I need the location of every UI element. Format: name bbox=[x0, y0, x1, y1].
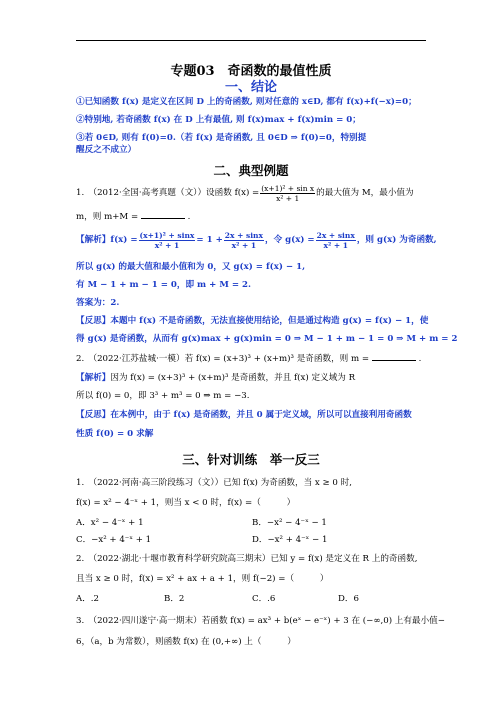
solution-1-end: ，则 g(x) 为奇函数, bbox=[356, 234, 437, 245]
reflection-tag: 【反思】 bbox=[76, 316, 111, 326]
example-2-text: 2. （2022·江苏盐城·一模）若 f(x) = (x+3)³ + (x+m)³ 是奇函数，则 m = bbox=[76, 354, 370, 364]
solution-1-num-2: 2x + sinx bbox=[224, 230, 263, 240]
solution-1-den-2: x² + 1 bbox=[231, 240, 257, 250]
answer-blank-2 bbox=[372, 352, 416, 361]
solution-2-text: 因为 f(x) = (x+3)³ + (x+m)³ 是奇函数，并且 f(x) 定义域为 R bbox=[110, 373, 356, 383]
reflection-1-line1 bbox=[76, 316, 429, 327]
doc-title: 专题03 奇函数的最值性质 bbox=[170, 64, 332, 79]
reflection-2-text: 在本例中，由于 f(x) 是奇函数，并且 0 属于定义域，所以可以直接利用奇函数 bbox=[110, 410, 412, 420]
solution-1-line1 bbox=[76, 229, 437, 251]
section-heading-examples: 二、典型例题 bbox=[213, 163, 289, 178]
solution-1-fraction-2 bbox=[224, 231, 264, 250]
example-1-numerator: (x+1)² + sin x bbox=[261, 183, 315, 193]
practice-2-line1: 2. （2022·湖北·十堰市教育科学研究院高三期末）已知 y = f(x) 是定义在 R 上的奇函数, bbox=[76, 554, 418, 564]
conclusion-3b: 醒反之不成立） bbox=[76, 145, 137, 155]
solution-1-den-3: x² + 1 bbox=[323, 240, 348, 250]
practice-2-option-b[interactable]: B．2 bbox=[164, 594, 185, 604]
example-1-line2 bbox=[76, 210, 426, 223]
solution-1-line2: 所以 g(x) 的最大值和最小值和为 0，又 g(x) = f(x) − 1, bbox=[76, 262, 306, 272]
reflection-1-line2: 得 g(x) 是奇函数，从而有 g(x)max + g(x)min = 0 ⇒ M − 1 + m − 1 = 0 ⇒ M + m = 2 bbox=[76, 334, 458, 344]
solution-tag: 【解析】 bbox=[76, 234, 111, 245]
practice-1-option-b[interactable]: B．−x² − 4⁻ˣ − 1 bbox=[252, 518, 327, 528]
practice-1-line2: f(x) = x² − 4⁻ˣ + 1，则当 x < 0 时，f(x) =（ ） bbox=[76, 498, 296, 508]
solution-1-fraction-1 bbox=[139, 231, 196, 250]
solution-tag-2: 【解析】 bbox=[76, 373, 111, 383]
solution-1-den-1: x² + 1 bbox=[154, 240, 180, 250]
example-1-stem bbox=[76, 182, 426, 204]
example-1-pre: 1. （2012·全国·高考真题（文））设函数 f(x) = bbox=[76, 187, 260, 198]
solution-1-num-3: 2x + sinx bbox=[316, 230, 355, 240]
answer-blank bbox=[141, 210, 185, 219]
reflection-2-line1 bbox=[76, 410, 426, 421]
solution-1-let: ，令 g(x) = bbox=[264, 234, 315, 245]
conclusion-2: ②特别地, 若奇函数 f(x) 在 D 上有最值, 则 f(x)max + f(x)min = 0； bbox=[76, 115, 361, 125]
reflection-tag-2: 【反思】 bbox=[76, 410, 111, 420]
practice-1-option-d[interactable]: D．−x² + 4⁻ˣ − 1 bbox=[252, 535, 328, 545]
solution-2-line2: 所以 f(0) = 0，即 3³ + m³ = 0 ⇒ m = −3. bbox=[76, 391, 250, 401]
solution-1-answer: 答案为：2. bbox=[76, 298, 120, 308]
solution-1-mid: = 1 + bbox=[196, 234, 223, 245]
conclusion-3a: ③若 0∈D, 则有 f(0)=0.（若 f(x) 是奇函数, 且 0∈D ⇒ f(0)=0，特别提 bbox=[76, 133, 367, 143]
example-2-end: . bbox=[418, 354, 422, 364]
practice-1-option-c[interactable]: C．−x² + 4⁻ˣ + 1 bbox=[76, 535, 152, 545]
practice-2-option-a[interactable]: A．.2 bbox=[76, 594, 99, 604]
practice-2-option-d[interactable]: D．6 bbox=[338, 594, 359, 604]
practice-3-line2: 6，（a，b 为常数），则函数 f(x) 在 (0,+∞) 上（ ） bbox=[76, 637, 296, 647]
example-1-line2-text: m，则 m+M = bbox=[76, 212, 139, 222]
solution-1-fraction-3 bbox=[316, 231, 356, 250]
practice-3-line1: 3. （2022·四川遂宁·高一期末）若函数 f(x) = ax³ + b(eˣ − e⁻ˣ) + 3 在 (−∞,0) 上有最小值− bbox=[76, 616, 445, 626]
reflection-2-line2: 性质 f(0) = 0 求解 bbox=[76, 429, 154, 439]
practice-2-option-c[interactable]: C．.6 bbox=[252, 594, 276, 604]
solution-2-line1 bbox=[76, 373, 426, 384]
example-1-denominator: x² + 1 bbox=[276, 193, 300, 203]
section-heading-practice: 三、针对训练 举一反三 bbox=[182, 452, 320, 467]
example-2-stem bbox=[76, 352, 426, 365]
solution-1-line3: 有 M − 1 + m − 1 = 0，即 m + M = 2. bbox=[76, 280, 251, 290]
section-heading-conclusion: 一、结论 bbox=[224, 80, 277, 95]
practice-1-option-a[interactable]: A．x² − 4⁻ˣ + 1 bbox=[76, 518, 144, 528]
reflection-1-text: 本题中 f(x) 不是奇函数，无法直接使用结论，但是通过构造 g(x) = f(x) − 1，使 bbox=[110, 316, 429, 326]
solution-1-fx: f(x) = bbox=[110, 234, 138, 245]
top-rule bbox=[76, 40, 426, 41]
example-1-post: 的最大值为 M，最小值为 bbox=[316, 187, 414, 198]
example-1-fraction bbox=[260, 184, 315, 203]
practice-2-line2: 且当 x ≥ 0 时，f(x) = x² + ax + a + 1，则 f(−2) =（ ） bbox=[76, 574, 329, 584]
practice-1-line1: 1. （2022·河南·高三阶段练习（文））已知 f(x) 为奇函数，当 x ≥ 0 时, bbox=[76, 478, 352, 488]
solution-1-num-1: (x+1)² + sinx bbox=[139, 230, 195, 240]
example-1-line2-end: . bbox=[187, 212, 191, 222]
conclusion-1: ①已知函数 f(x) 是定义在区间 D 上的奇函数, 则对任意的 x∈D, 都有 f(x)+f(−x)=0； bbox=[76, 97, 417, 107]
